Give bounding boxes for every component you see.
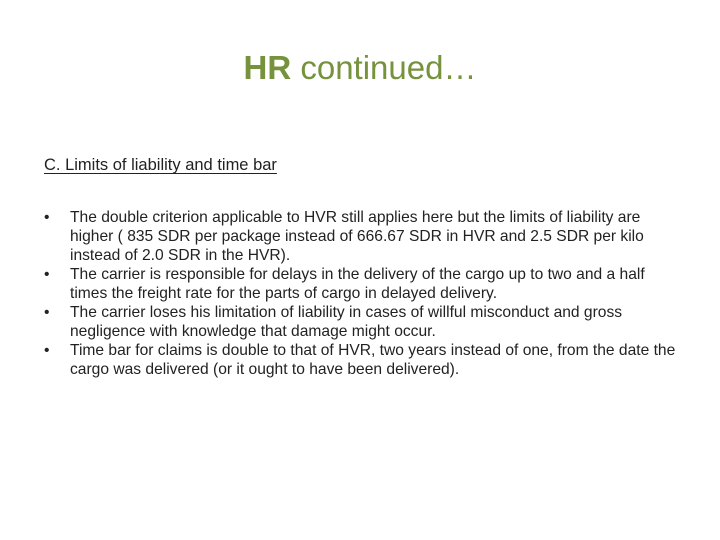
bullet-text: The carrier loses his limitation of liability in cases of willful misconduct and gross negligence with knowledge that damage might occur. (70, 304, 623, 340)
bullet-item (44, 303, 684, 341)
bullet-icon: • (44, 209, 50, 226)
slide-title (0, 46, 720, 90)
bullet-text: The double criterion applicable to HVR still applies here but the limits of liability are higher ( 835 SDR per package instead of 666.67 SDR in HVR and 2.5 SDR per kilo instead of 2.0 SDR in the HVR). (70, 209, 644, 264)
bullet-list (44, 208, 684, 379)
title-bold-part: HR (243, 49, 292, 86)
bullet-item (44, 208, 684, 265)
bullet-item (44, 265, 684, 303)
bullet-icon: • (44, 266, 50, 283)
title-rest-part: continued… (291, 49, 477, 86)
bullet-icon: • (44, 304, 50, 321)
bullet-icon: • (44, 342, 50, 359)
bullet-text: Time bar for claims is double to that of HVR, two years instead of one, from the date the cargo was delivered (or it ought to have been delivered). (70, 342, 676, 378)
section-subheading: C. Limits of liability and time bar (44, 156, 277, 174)
bullet-item (44, 341, 684, 379)
bullet-text: The carrier is responsible for delays in the delivery of the cargo up to two and a half times the freight rate for the parts of cargo in delayed delivery. (70, 266, 645, 302)
